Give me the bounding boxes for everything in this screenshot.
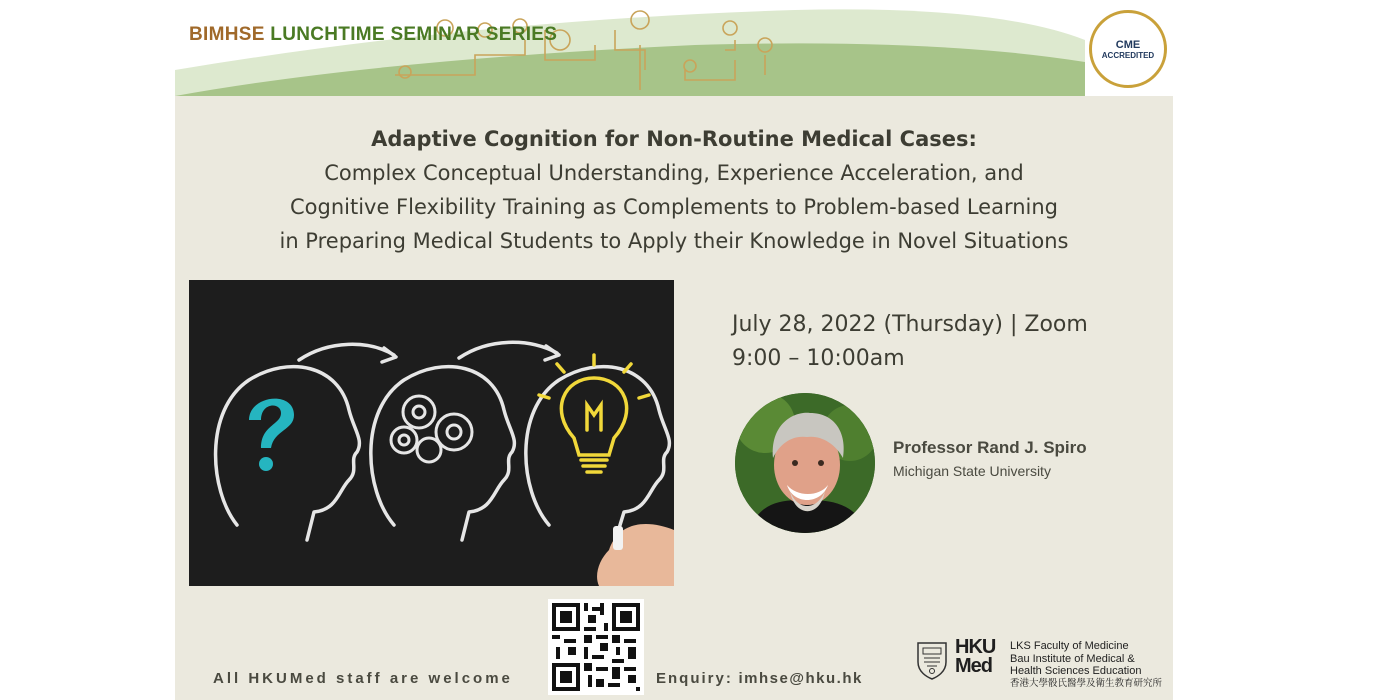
faculty-name-line: LKS Faculty of Medicine [1010, 640, 1129, 652]
talk-subtitle-line: Complex Conceptual Understanding, Experience Acceleration, and [324, 161, 1024, 185]
cme-badge-line1: CME [1115, 38, 1141, 51]
cme-badge-line2: ACCREDITED [1101, 50, 1155, 60]
enquiry-label: Enquiry: [656, 670, 733, 687]
faculty-name-chinese: 香港大學骰氏醫學及衛生教育研究所 [1010, 677, 1163, 689]
event-time: 9:00 – 10:00am [732, 346, 905, 371]
seminar-series-title [189, 24, 557, 46]
speaker-name: Professor Rand J. Spiro [893, 438, 1087, 457]
talk-title: Adaptive Cognition for Non-Routine Medical Cases: [371, 127, 977, 151]
faculty-name-block [1010, 640, 1162, 690]
series-title-rest: LUNCHTIME SEMINAR SERIES [270, 24, 558, 45]
chalkboard-heads-illustration [189, 280, 674, 586]
hkumed-faculty-logo [915, 638, 1170, 696]
event-details [732, 308, 1088, 376]
series-title-bimhse: BIMHSE [189, 24, 265, 45]
faculty-name-line: Health Sciences Education [1010, 665, 1142, 677]
staff-welcome-note: All HKUMed staff are welcome [213, 670, 513, 687]
enquiry-contact [656, 670, 863, 687]
header-banner [175, 0, 1173, 96]
speaker-affiliation: Michigan State University [893, 463, 1051, 479]
seminar-poster [175, 0, 1173, 700]
enquiry-email-link[interactable]: imhse@hku.hk [738, 670, 863, 687]
hkumed-wordmark [955, 638, 995, 676]
talk-subtitle-line: in Preparing Medical Students to Apply their Knowledge in Novel Situations [279, 229, 1069, 253]
header-lightbulb-illustration [175, 0, 1173, 96]
event-date-location: July 28, 2022 (Thursday) | Zoom [732, 312, 1088, 337]
faculty-name-line: Bau Institute of Medical & [1010, 652, 1135, 665]
cme-accredited-badge [1089, 10, 1167, 88]
hkumed-wordmark-line1: HKU [955, 636, 996, 658]
hkumed-wordmark-line2: Med [955, 655, 992, 677]
hku-crest-icon [915, 640, 949, 680]
registration-qr-code[interactable] [548, 599, 644, 695]
talk-subtitle-line: Cognitive Flexibility Training as Complements to Problem-based Learning [289, 195, 1058, 219]
speaker-photo [735, 393, 875, 533]
talk-title-block [175, 122, 1173, 258]
